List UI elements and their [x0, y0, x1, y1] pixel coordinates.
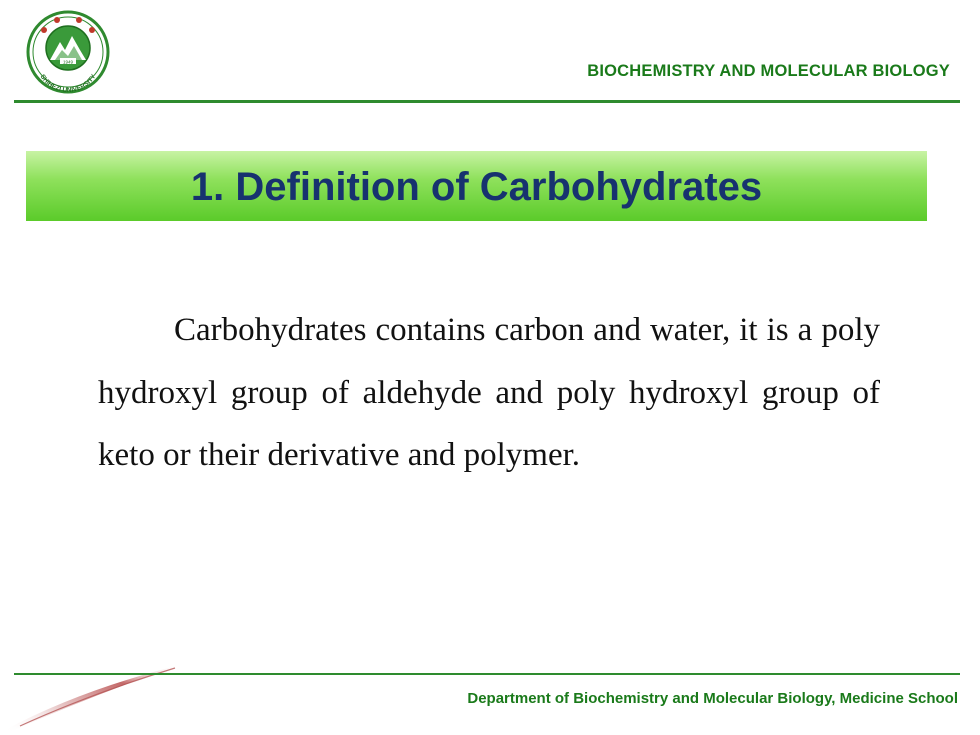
university-logo-icon	[22, 8, 114, 100]
logo-year: 1949	[62, 59, 74, 65]
slide-title: 1. Definition of Carbohydrates	[190, 165, 763, 209]
footer-divider	[14, 673, 960, 675]
header-divider	[14, 100, 960, 103]
header-title: BIOCHEMISTRY AND MOLECULAR BIOLOGY	[587, 62, 950, 80]
body-paragraph: Carbohydrates contains carbon and water, it is a poly hydroxyl group of aldehyde and poly hydroxyl group of keto or their derivative and polymer.	[98, 312, 880, 473]
logo-arc-text: SHIHEZI UNIVERSITY	[38, 73, 98, 95]
footer-swoosh-decoration	[0, 660, 200, 735]
title-banner	[26, 151, 927, 221]
footer-department: Department of Biochemistry and Molecular Biology, Medicine School	[467, 690, 958, 707]
